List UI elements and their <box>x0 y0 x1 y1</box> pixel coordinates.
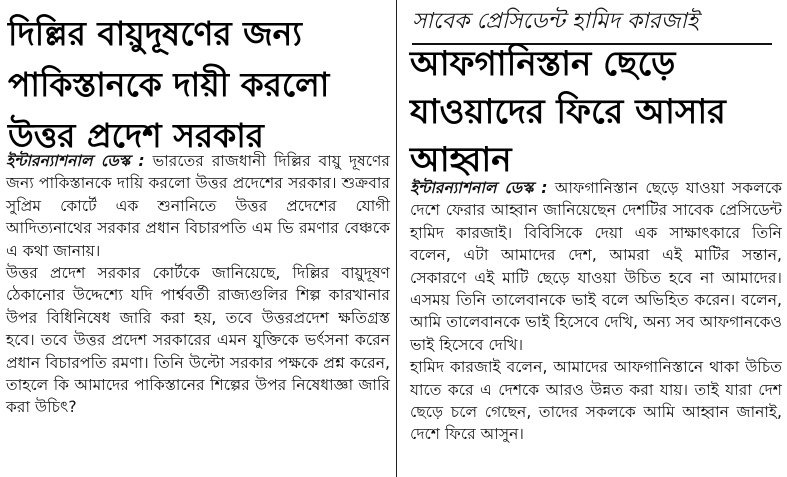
right-paragraph-1-text: আফগানিস্তান ছেড়ে যাওয়া সকলকে দেশে ফেরার আহ্বান জানিয়েছেন দেশটির সাবেক প্রেসিডেন্ট হামিদ কারজাই। বিবিসিকে দেয়া এক সাক্ষাৎকারে তিনি বলেন, এটা আমাদের দেশ, আমরা এই মাটির সন্তান, সেকারণে এই মাটি ছেড়ে যাওয়া উচিত হবে না আমাদের। এসময় তিনি তালেবানকে ভাই বলে অভিহিত করেন। বলেন, আমি তালেবানকে ভাই হিসেবে দেখি, অন্য সব আফগানকেও ভাই হিসেবে দেখি। <box>410 179 782 354</box>
right-article <box>400 0 787 477</box>
left-paragraph-2: উত্তর প্রদেশ সরকার কোর্টকে জানিয়েছে, দিল্লির বায়ুদূষণ ঠেকানোর উদ্দেশ্যে যদি পার্শ্ববর্তী রাজ্যগুলির শিল্প কারখানার উপর বিধিনিষেধ জারি করা হয়, তবে উত্তরপ্রদেশ ক্ষতিগ্রস্ত হবে। তবে উত্তর প্রদেশ সরকারের এমন যুক্তিকে ভর্ৎসনা করেন প্রধান বিচারপতি রমণা। তিনি উল্টো সরকার পক্ষকে প্রশ্ন করেন, তাহলে কি আমাদের পাকিস্তানের শিল্পের উপর নিষেধাজ্ঞা জারি করা উচিৎ? <box>6 264 390 417</box>
left-desk-label: ইন্টারন্যাশনাল ডেস্ক : <box>6 152 145 170</box>
right-kicker: সাবেক প্রেসিডেন্ট হামিদ কারজাই <box>412 4 772 45</box>
column-divider <box>396 0 397 477</box>
right-article-body <box>410 177 782 446</box>
right-paragraph-1 <box>410 177 782 356</box>
right-headline: আফগানিস্তান ছেড়ে যাওয়াদের ফিরে আসার আহ্বান <box>410 44 726 180</box>
right-paragraph-2: হামিদ কারজাই বলেন, আমাদের আফগানিস্তানে থাকা উচিত যাতে করে এ দেশকে আরও উন্নত করা যায়। তাই যারা দেশ ছেড়ে চলে গেছেন, তাদের সকলকে আমি আহ্বান জানাই, দেশে ফিরে আসুন। <box>410 358 782 444</box>
left-headline: দিল্লির বায়ুদূষণের জন্য পাকিস্তানকে দায়ী করলো উত্তর প্রদেশ সরকার <box>8 14 330 155</box>
left-paragraph-1 <box>6 150 390 262</box>
left-article-body <box>6 150 390 419</box>
left-paragraph-1-text: ভারতের রাজধানী দিল্লির বায়ু দূষণের জন্য পাকিস্তানকে দায়ি করলো উত্তর প্রদেশের সরকার। শুক্রবার সুপ্রিম কোর্টে এক শুনানিতে উত্তর প্রদেশের যোগী আদিত্যনাথের সরকার প্রধান বিচারপতি এম ভি রমণার বেঞ্চকে এ কথা জানায়। <box>6 152 391 260</box>
right-desk-label: ইন্টারন্যাশনাল ডেস্ক : <box>410 179 548 197</box>
